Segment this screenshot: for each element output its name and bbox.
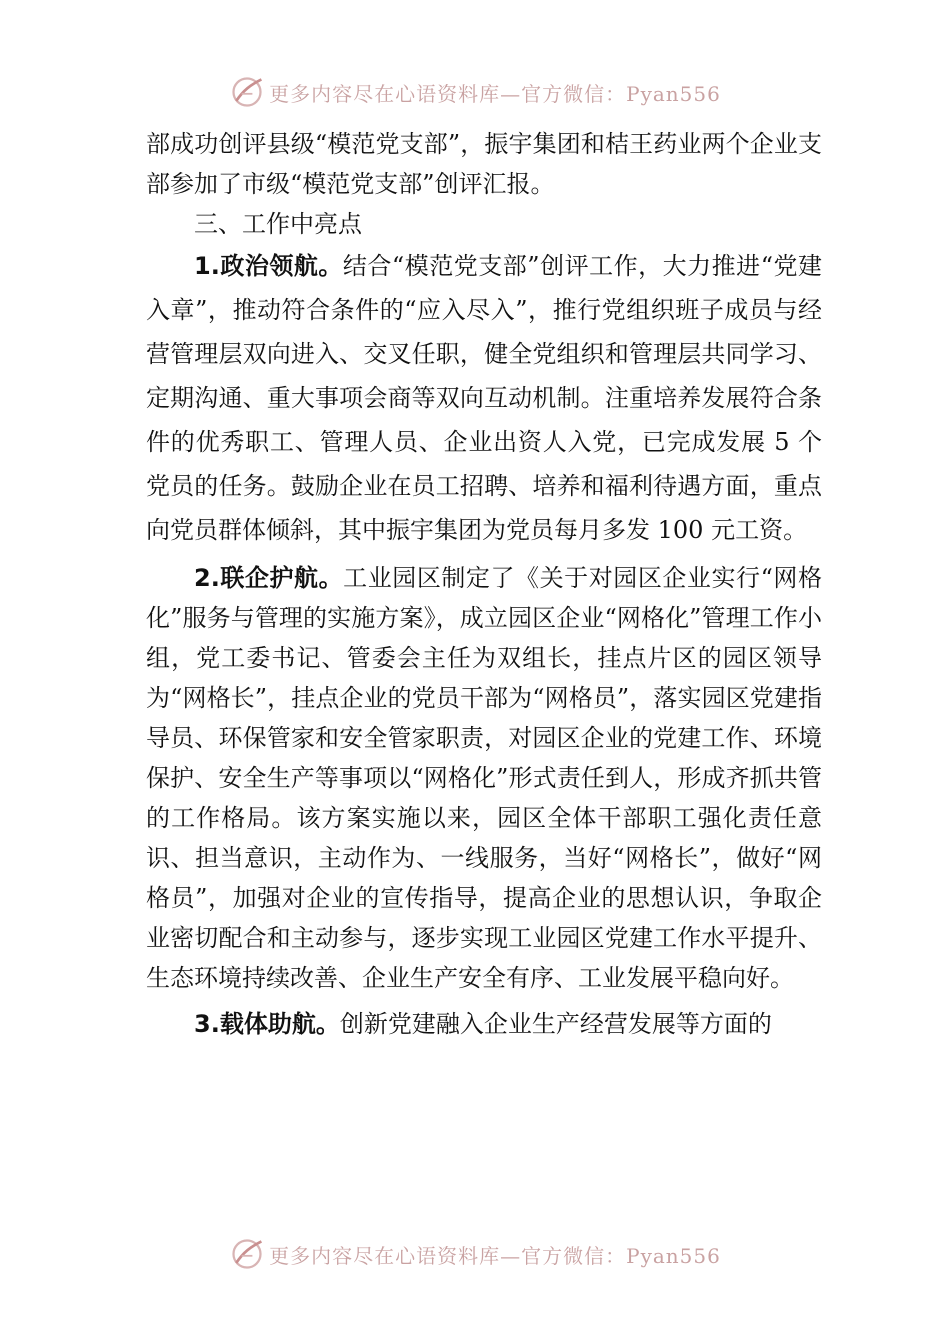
watermark-text: 更多内容尽在心语资料库—官方微信：Pyan556 bbox=[269, 1243, 721, 1268]
header-watermark bbox=[0, 70, 950, 114]
watermark-text: 更多内容尽在心语资料库—官方微信：Pyan556 bbox=[269, 81, 721, 106]
paragraph-carrier-support bbox=[146, 1004, 822, 1044]
paragraph-text: 结合“模范党支部”创评工作，大力推进“党建入章”，推动符合条件的“应入尽入”，推行党组织班子成员与经营管理层双向进入、交叉任职，健全党组织和管理层共同学习、定期沟通、重大事项会商等双向互动机制。注重培养发展符合条件的优秀职工、管理人员、企业出资人入党，已完成发展 5 个党员的任务。鼓励企业在员工招聘、培养和福利待遇方面，重点向党员群体倾斜，其中振宇集团为党员每月多发 100 元工资。 bbox=[146, 252, 822, 544]
document-body bbox=[146, 124, 822, 1044]
footer-watermark bbox=[0, 1232, 950, 1276]
paragraph-text: 工业园区制定了《关于对园区企业实行“网格化”服务与管理的实施方案》，成立园区企业“网格化”管理工作小组，党工委书记、管委会主任为双组长，挂点片区的园区领导为“网格长”，挂点企业的党员干部为“网格员”，落实园区党建指导员、环保管家和安全管家职责，对园区企业的党建工作、环境保护、安全生产等事项以“网格化”形式责任到人，形成齐抓共管的工作格局。该方案实施以来，园区全体干部职工强化责任意识、担当意识，主动作为、一线服务，当好“网格长”，做好“网格员”，加强对企业的宣传指导，提高企业的思想认识，争取企业密切配合和主动参与，逐步实现工业园区党建工作水平提升、生态环境持续改善、企业生产安全有序、工业发展平稳向好。 bbox=[146, 564, 822, 992]
watermark-logo-icon bbox=[229, 1236, 265, 1272]
paragraph-political-leadership bbox=[146, 244, 822, 552]
paragraph-lead: 2.联企护航。 bbox=[194, 564, 344, 592]
watermark-logo-icon bbox=[229, 74, 265, 110]
section-heading bbox=[146, 204, 822, 244]
section-heading-text: 三、工作中亮点 bbox=[194, 210, 362, 238]
paragraph-lead: 3.载体助航。 bbox=[194, 1010, 340, 1038]
paragraph-enterprise-liaison bbox=[146, 558, 822, 998]
paragraph-lead: 1.政治领航。 bbox=[194, 252, 343, 280]
paragraph-text: 创新党建融入企业生产经营发展等方面的 bbox=[339, 1010, 772, 1038]
paragraph-text: 部成功创评县级“模范党支部”，振宇集团和桔王药业两个企业支部参加了市级“模范党支部”创评汇报。 bbox=[146, 130, 822, 198]
paragraph-continuation bbox=[146, 124, 822, 204]
